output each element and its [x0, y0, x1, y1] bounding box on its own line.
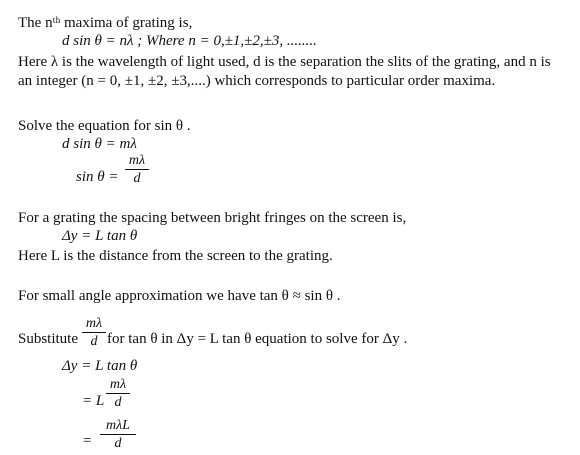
fraction-bar — [82, 332, 106, 333]
fraction-denominator: d — [90, 334, 98, 349]
wavelength-explanation: Here λ is the wavelength of light used, d is the separation the slits of the grating, and n is — [18, 54, 551, 70]
equals-l-lhs: = L — [82, 393, 105, 409]
fraction-numerator: mλ — [109, 377, 127, 392]
fringe-spacing-text: For a grating the spacing between bright fringes on the screen is, — [18, 210, 407, 226]
fraction-denominator: d — [114, 395, 122, 410]
solve-instruction: Solve the equation for sin θ . — [18, 118, 191, 134]
equals-lhs: = — [82, 433, 93, 449]
maxima-heading: The nᵗʰ maxima of grating is, — [18, 15, 193, 31]
fraction-m-lambda-over-d-1 — [125, 153, 149, 186]
fraction-m-lambda-over-d-3 — [106, 377, 130, 410]
fraction-denominator: d — [133, 171, 141, 186]
small-angle-text: For small angle approximation we have tan θ ≈ sin θ . — [18, 288, 341, 304]
distance-explanation: Here L is the distance from the screen to the grating. — [18, 248, 333, 264]
integer-explanation: an integer (n = 0, ±1, ±2, ±3,....) which corresponds to particular order maxima. — [18, 73, 496, 89]
substitute-prefix: Substitute — [18, 331, 79, 347]
fraction-bar — [100, 434, 136, 435]
delta-y-equation: Δy = L tan θ — [62, 228, 138, 244]
sin-theta-lhs: sin θ = — [76, 169, 119, 185]
delta-y-line: Δy = L tan θ — [62, 358, 138, 374]
grating-equation: d sin θ = nλ ; Where n = 0,±1,±2,±3, ........ — [62, 33, 317, 49]
equation-d-sin: d sin θ = mλ — [62, 136, 137, 152]
fraction-m-lambda-over-d-2 — [82, 316, 106, 349]
fraction-numerator: mλ — [85, 316, 103, 331]
fraction-bar — [106, 393, 130, 394]
fraction-numerator: mλL — [106, 418, 130, 433]
fraction-numerator: mλ — [128, 153, 146, 168]
fraction-m-lambda-l-over-d — [100, 418, 136, 451]
substitute-suffix: for tan θ in Δy = L tan θ equation to solve for Δy . — [107, 331, 408, 347]
fraction-bar — [125, 169, 149, 170]
fraction-denominator: d — [114, 436, 122, 451]
